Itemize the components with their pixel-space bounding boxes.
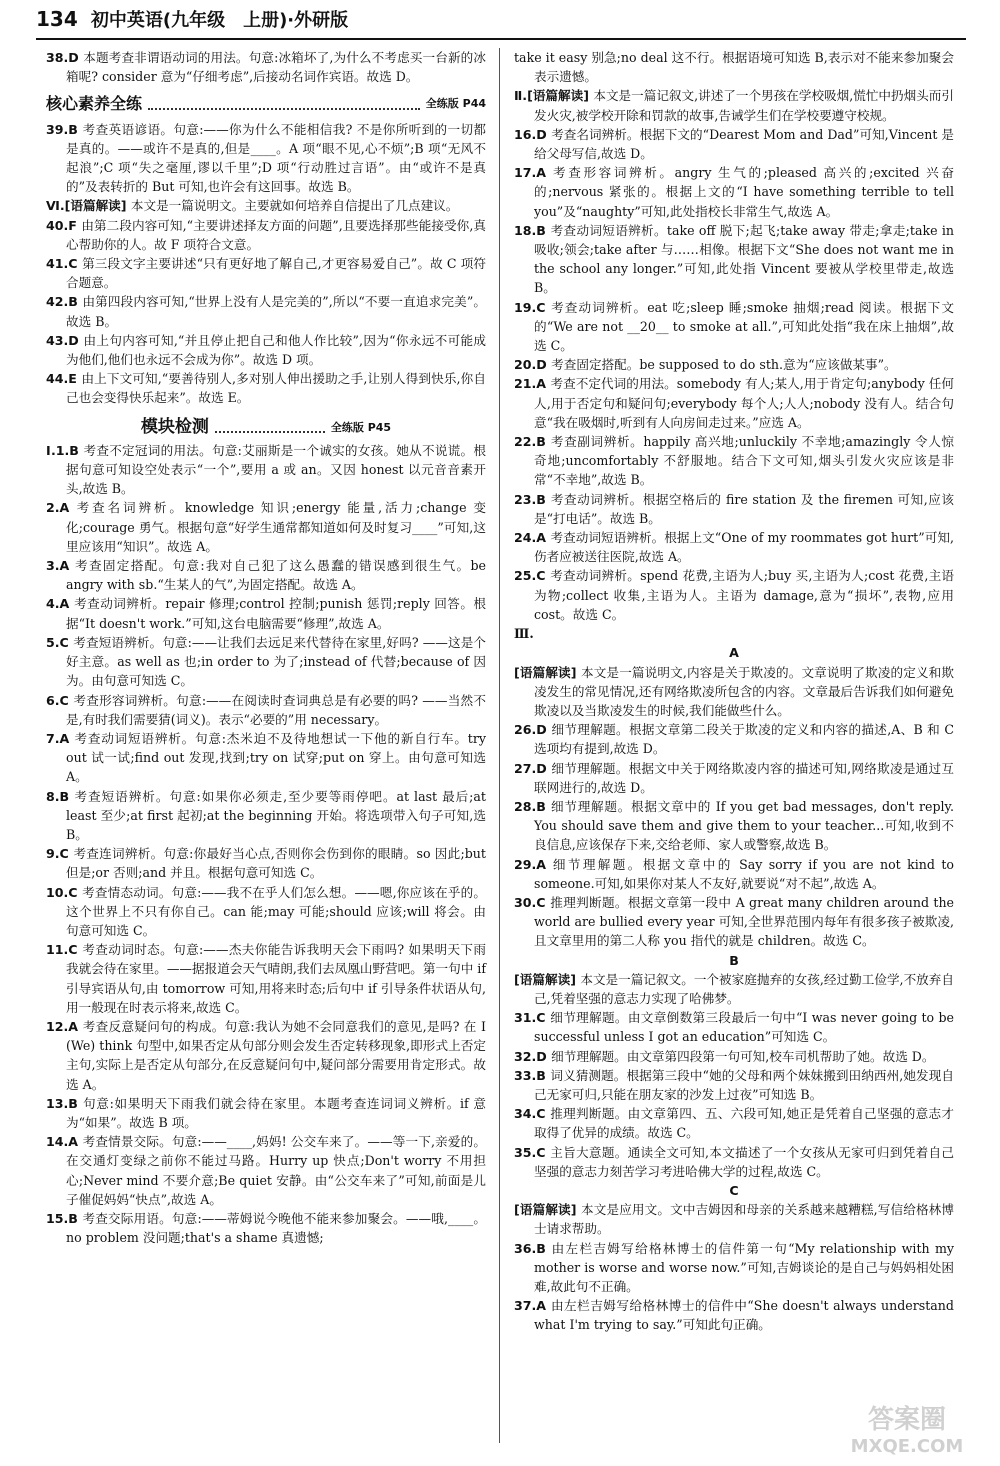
watermark-line2: MXQE.COM xyxy=(850,1436,964,1457)
answer-text: 细节理解题。根据文章中的 Say sorry if you are not kind to someone.可知,如果你对某人不友好,就要说“对不起”,故选 A。 xyxy=(534,856,954,891)
answer-text: 推理判断题。由文章第四、五、六段可知,她正是凭着自己坚强的意志才取得了优异的成绩。故选 C。 xyxy=(534,1106,954,1141)
answer-item xyxy=(46,633,486,691)
answer-text: 考查固定搭配。句意:我对自己犯了这么愚蠢的错误感到很生气。be angry with sb.“生某人的气”,为固定搭配。故选 A。 xyxy=(66,558,486,593)
answer-number: 12.A xyxy=(46,1018,83,1034)
answer-item xyxy=(46,216,486,254)
section-title: 模块检测 xyxy=(140,416,209,437)
answer-number: 5.C xyxy=(46,634,74,650)
answer-item xyxy=(46,498,486,556)
answer-number: 22.B xyxy=(514,434,551,450)
core-items xyxy=(46,120,486,408)
answer-item xyxy=(46,729,486,787)
answer-item xyxy=(514,374,954,432)
passage-c-items xyxy=(514,1200,954,1334)
answer-text: 第三段文字主要讲述“只有更好地了解自己,才更容易爱自己”。故 C 项符合题意。 xyxy=(66,256,487,291)
answer-item xyxy=(514,1143,954,1181)
page-header xyxy=(36,6,966,38)
section-ref: 全练版 P44 xyxy=(425,97,486,111)
section-ref: 全练版 P45 xyxy=(330,420,392,434)
answer-item xyxy=(46,196,486,215)
passage-b-items xyxy=(514,970,954,1181)
answer-item xyxy=(46,844,486,882)
answer-number: 30.C xyxy=(514,894,551,910)
answer-item xyxy=(46,1094,486,1132)
passage-label-b: B xyxy=(729,952,739,968)
right-items xyxy=(514,48,954,624)
answer-text: 细节理解题。根据文中关于网络欺凌内容的描述可知,网络欺凌是通过互联网进行的,故选 D。 xyxy=(534,760,954,795)
dotted-leader xyxy=(148,98,420,110)
answer-item xyxy=(46,292,486,330)
answer-text: 词义猜测题。根据第三段中“她的父母和两个妹妹搬到田纳西州,她发现自己无家可归,只能在朋友家的沙发上过夜”可知选 B。 xyxy=(534,1067,954,1102)
answer-text: 考查名词辨析。knowledge 知识;energy 能量,活力;change 变化;courage 勇气。根据句意“好学生通常都知道如何及时复习____”可知,这里应该用“知识”。故选 A。 xyxy=(66,500,486,554)
answer-text: 考查情景交际。句意:——____,妈妈! 公交车来了。——等一下,亲爱的。在交通灯变绿之前你不能过马路。Hurry up 快点;Don't worry 不用担心;Never mind 不要介意;Be quiet 安静。由“公交车来了”可知,前面是儿子催促妈妈“快点”,故选 A。 xyxy=(66,1134,486,1207)
answer-number: 19.C xyxy=(514,299,552,315)
answer-number: 34.C xyxy=(514,1106,551,1122)
answer-number: 35.C xyxy=(514,1144,551,1160)
answer-text: 由左栏吉姆写给格林博士的信件第一句“My relationship with my mother is worse and worse now.”可知,吉姆谈论的是自己与妈妈相处困难,故此句不正确。 xyxy=(534,1240,955,1294)
answer-text: 考查副词辨析。happily 高兴地;unluckily 不幸地;amazingly 令人惊奇地;uncomfortably 不舒服地。结合下文可知,烟头引发火灾应该是非常“不幸地”,故选 B。 xyxy=(534,434,954,488)
answer-text: 本文是一篇说明文。主要就如何培养自信提出了几点建议。 xyxy=(130,198,459,214)
answer-number: 36.B xyxy=(514,1240,552,1256)
watermark-line1: 答案圈 xyxy=(867,1405,947,1435)
answer-item xyxy=(514,1047,954,1066)
answer-number: 8.B xyxy=(46,788,75,804)
answer-number: 39.B xyxy=(46,121,83,137)
passage-label-c: C xyxy=(729,1182,739,1198)
answer-text: 考查交际用语。句意:——蒂姆说今晚他不能来参加聚会。——哦,____。no problem 没问题;that's a shame 真遗憾; xyxy=(66,1210,487,1246)
answer-item xyxy=(46,441,486,499)
answer-text: 主旨大意题。通读全文可知,本文描述了一个女孩从无家可归到凭着自己坚强的意志力刻苦学习考进哈佛大学的过程,故选 C。 xyxy=(534,1144,954,1179)
answer-number: 17.A xyxy=(514,165,554,181)
answer-item xyxy=(514,221,954,298)
answer-text: 细节理解题。由文章倒数第三段最后一句中“I was never going to be successful unless I got an education”可知选 C。 xyxy=(534,1010,954,1045)
answer-text: 由上下文可知,“要善待别人,多对别人伸出援助之手,让别人得到快乐,你自己也会变得快乐起来”。故选 E。 xyxy=(66,371,486,406)
answer-item xyxy=(514,528,954,566)
answer-item xyxy=(514,1066,954,1104)
answer-item xyxy=(46,787,486,845)
part-label: Ⅲ. xyxy=(514,626,534,642)
answer-number: 7.A xyxy=(46,730,75,746)
answer-item xyxy=(46,691,486,729)
answer-number: 25.C xyxy=(514,568,551,584)
answer-text: 考查不定代词的用法。somebody 有人;某人,用于肯定句;anybody 任何人,用于否定句和疑问句;everybody 每个人;人人;nobody 没有人。结合句意“我在吸烟时,听到有人向房间走过来。”应选 A。 xyxy=(534,376,954,430)
passage-label-a: A xyxy=(729,645,739,661)
answer-number: 6.C xyxy=(46,692,74,708)
answer-number: 2.A xyxy=(46,500,77,516)
answer-text: 考查短语辨析。句意:如果你必须走,至少要等雨停吧。at last 最后;at least 至少;at first 起初;at the beginning 开始。将选项带入句子可知,选 B。 xyxy=(66,788,486,842)
answer-item xyxy=(514,1296,954,1334)
dotted-leader xyxy=(215,421,325,433)
answer-item xyxy=(514,490,954,528)
answer-number: 40.F xyxy=(46,217,82,233)
answer-item xyxy=(514,855,954,893)
module-test-items xyxy=(46,441,486,1248)
answer-text: 考查英语谚语。句意:——你为什么不能相信我? 不是你所听到的一切都是真的。——或许不是真的,但是____。A 项“眼不见,心不烦”;B 项“无风不起浪”;C 项“失之毫厘,谬以千里”;D 项“行动胜过言语”。由“或许不是真的”及表转折的 But 可知,也许会有这回事。故选 B。 xyxy=(66,121,486,195)
answer-number: 3.A xyxy=(46,558,76,574)
answer-number: 28.B xyxy=(514,798,552,814)
answer-item xyxy=(46,120,486,197)
answer-text: 考查动词时态。句意:——杰夫你能告诉我明天会下雨吗? 如果明天下雨我就会待在家里。——据报道会天气晴朗,我们去凤凰山野营吧。第一句中 if 引导宾语从句,由 tomorrow 可知,用将来时态;后句中 if 引导条件状语从句,用一般现在时表示将来,故选 C。 xyxy=(66,942,486,1015)
answer-item xyxy=(514,125,954,163)
answer-item xyxy=(514,163,954,221)
answer-item xyxy=(514,432,954,490)
answer-text: 由第四段内容可知,“世界上没有人是完美的”,所以“不要一直追求完美”。故选 B。 xyxy=(66,294,486,329)
answer-item xyxy=(46,331,486,369)
answer-item xyxy=(514,1104,954,1142)
answer-number: [语篇解读] xyxy=(514,664,582,680)
answer-number: 14.A xyxy=(46,1134,83,1150)
answer-number: 27.D xyxy=(514,760,552,776)
answer-number: 43.D xyxy=(46,332,84,348)
section-heading-core xyxy=(46,94,486,113)
answer-text: 句意:如果明天下雨我们就会待在家里。本题考查连词词义辨析。if 意为“如果”。故选 B 项。 xyxy=(66,1095,487,1130)
answer-text: 考查情态动词。句意:——我不在乎人们怎么想。——嗯,你应该在乎的。这个世界上不只有你自己。can 能;may 可能;should 应该;will 将会。由句意可知选 C。 xyxy=(66,884,487,938)
watermark-logo xyxy=(832,1398,982,1458)
answer-item xyxy=(514,893,954,951)
answer-text: 考查动词短语辨析。take off 脱下;起飞;take away 带走;拿走;take in 吸收;领会;take after 与……相像。根据下文“She does not want me in the school any longer.”可知,此处指 Vincent 要被从学校里带走,故选 B。 xyxy=(534,222,955,296)
answer-item xyxy=(46,1017,486,1094)
answer-item xyxy=(46,883,486,941)
answer-text: 由第二段内容可知,“主要讲述择友方面的问题”,且要选择那些能接受你,真心帮助你的人。故 F 项符合文意。 xyxy=(66,217,486,252)
answer-number: 4.A xyxy=(46,596,75,612)
answer-text: 细节理解题。由文章第四段第一句可知,校车司机帮助了她。故选 D。 xyxy=(551,1048,935,1064)
answer-number: 23.B xyxy=(514,491,551,507)
answer-number: Ⅰ.1.B xyxy=(46,442,84,458)
answer-number: 44.E xyxy=(46,371,82,387)
answer-text: 考查动词短语辨析。句意:杰米迫不及待地想试一下他的新自行车。try out 试一试;find out 发现,找到;try on 试穿;put on 穿上。由句意可知选 A。 xyxy=(66,730,486,785)
answer-text: 考查不定冠词的用法。句意:艾丽斯是一个诚实的女孩。她从不说谎。根据句意可知设空处表示“一个”,要用 a 或 an。又因 honest 以元音音素开头,故选 B。 xyxy=(66,442,486,497)
answer-item xyxy=(46,48,486,86)
answer-text: 考查形容词辨析。句意:——在阅读时查词典总是有必要的吗? ——当然不是,有时我们需要猜(词义)。表示“必要的”用 necessary。 xyxy=(66,692,486,727)
answer-item xyxy=(46,940,486,1017)
answer-text: 推理判断题。根据文章第一段中 A great many children around the world are bullied every year 可知,全世界范围内每年有很多孩子被欺凌,且文章里用的第二人称 you 指代的就是 children。故选 C。 xyxy=(534,894,955,949)
answer-number: 26.D xyxy=(514,722,552,738)
answer-text: 考查连词辨析。句意:你最好当心点,否则你会伤到你的眼睛。so 因此;but 但是;or 否则;and 并且。根据句意可知选 C。 xyxy=(66,846,486,881)
answer-number: 37.A xyxy=(514,1298,551,1314)
section-heading-module-test xyxy=(46,418,486,437)
answer-number: Ⅱ.[语篇解读] xyxy=(514,88,594,104)
answer-number: 29.A xyxy=(514,856,553,872)
answer-number: [语篇解读] xyxy=(514,971,581,987)
answer-text: 本文是一篇记叙文。一个被家庭抛弃的女孩,经过勤工俭学,不放弃自己,凭着坚强的意志力实现了哈佛梦。 xyxy=(534,971,954,1006)
answer-number: 20.D xyxy=(514,357,552,373)
answer-number: [语篇解读] xyxy=(514,1202,582,1218)
answer-item xyxy=(514,720,954,758)
answer-text: take it easy 别急;no deal 这不行。根据语境可知选 B,表示对不能来参加聚会表示遗憾。 xyxy=(514,50,954,85)
answer-number: 38.D xyxy=(46,50,84,65)
passage-a-items xyxy=(514,663,954,951)
answer-text: 本文是一篇记叙文,讲述了一个男孩在学校吸烟,慌忙中扔烟头而引发火灾,被学校开除和罚款的故事,告诫学生们在学校要遵守校规。 xyxy=(534,88,954,123)
answer-number: 42.B xyxy=(46,294,83,310)
answer-item xyxy=(46,369,486,407)
answer-text: 本文是一篇说明文,内容是关于欺凌的。文章说明了欺凌的定义和欺凌发生的常见情况,还有网络欺凌所包含的内容。文章最后告诉我们如何避免欺凌以及当欺凌发生的时候,我们能做些什么。 xyxy=(534,664,954,718)
answer-item xyxy=(46,254,486,292)
answer-text: 考查动词辨析。根据空格后的 fire station 及 the firemen 可知,应该是“打电话”。故选 B。 xyxy=(534,491,954,526)
answer-number: 21.A xyxy=(514,376,551,392)
book-title: 初中英语(九年级 上册)·外研版 xyxy=(90,10,349,31)
left-pre-items xyxy=(46,48,486,86)
answer-text: 考查动词短语辨析。根据上文“One of my roommates got hurt”可知,伤者应被送往医院,故选 A。 xyxy=(534,530,954,565)
answer-number: 18.B xyxy=(514,222,551,238)
answer-number: 24.A xyxy=(514,530,551,546)
answer-number: 33.B xyxy=(514,1067,551,1083)
answer-number: 13.B xyxy=(46,1095,83,1111)
answer-item xyxy=(514,797,954,855)
answer-item xyxy=(514,298,954,356)
answer-text: 考查固定搭配。be supposed to do sth.意为“应该做某事”。 xyxy=(551,357,897,373)
answer-item xyxy=(514,759,954,797)
answer-number: 32.D xyxy=(514,1048,552,1064)
answer-item xyxy=(514,566,954,624)
answer-number: 41.C xyxy=(46,256,83,272)
answer-number: 16.D xyxy=(514,126,552,142)
answer-text: 由左栏吉姆写给格林博士的信件中“She doesn't always understand what I'm trying to say.”可知此句正确。 xyxy=(534,1298,954,1333)
section-title: 核心素养全练 xyxy=(46,94,143,114)
answer-number: 9.C xyxy=(46,846,74,862)
answer-text: 考查短语辨析。句意:——让我们去远足来代替待在家里,好吗? ——这是个好主意。as well as 也;in order to 为了;instead of 代替;because of 因为。由句意可知选 C。 xyxy=(66,634,486,689)
right-column xyxy=(514,48,954,1335)
answer-item xyxy=(514,970,954,1008)
answer-text: 考查名词辨析。根据下文的“Dearest Mom and Dad”可知,Vincent 是给父母写信,故选 D。 xyxy=(534,126,955,162)
answer-text: 细节理解题。根据文章中的 If you get bad messages, don't reply. You should save them and give them to your teacher...可知,收到不良信息,应该保存下来,交给老师、家人或警察,故选 B。 xyxy=(534,798,954,853)
answer-number: Ⅵ.[语篇解读] xyxy=(46,198,131,214)
answer-text: 考查动词辨析。eat 吃;sleep 睡;smoke 抽烟;read 阅读。根据下文的“We are not __20__ to smoke at all.”,可知此处指“我在床上抽烟”,故选 C。 xyxy=(534,299,954,354)
answer-text: 由上句内容可知,“并且停止把自己和他人作比较”,因为“你永远不可能成为他们,他们也永远不会成为你”。故选 D 项。 xyxy=(66,332,486,368)
answer-number: 15.B xyxy=(46,1210,83,1226)
answer-text: 考查形容词辨析。angry 生气的;pleased 高兴的;excited 兴奋的;nervous 紧张的。根据上文的“I have something terrible to tell you”及“naughty”可知,此处指校长非常生气,故选 A。 xyxy=(534,165,954,219)
answer-item xyxy=(514,1239,954,1297)
answer-text: 考查反意疑问句的构成。句意:我认为她不会同意我们的意见,是吗? 在 I (We) think 句型中,如果否定从句部分则会发生否定转移现象,即形式上否定主句,实际上是否定从句部分,在反意疑问句中,疑问部分需要用肯定形式。故选 A。 xyxy=(66,1018,486,1092)
answer-text: 本文是应用文。文中吉姆因和母亲的关系越来越糟糕,写信给格林博士请求帮助。 xyxy=(534,1202,954,1237)
answer-text: 考查动词辨析。spend 花费,主语为人;buy 买,主语为人;cost 花费,主语为物;collect 收集,主语为人。主语为 damage,意为“损坏”,表物,应用 cost。故选 C。 xyxy=(534,568,954,622)
header-rule xyxy=(36,38,966,40)
answer-item xyxy=(514,1008,954,1046)
answer-text: 细节理解题。根据文章第二段关于欺凌的定义和内容的描述,A、B 和 C 选项均有提到,故选 D。 xyxy=(534,722,954,757)
answer-item xyxy=(46,556,486,594)
answer-item xyxy=(514,1200,954,1238)
left-column xyxy=(46,48,486,1247)
answer-item xyxy=(514,355,954,374)
answer-number: 10.C xyxy=(46,884,83,900)
answer-item xyxy=(514,663,954,721)
answer-number: 11.C xyxy=(46,942,83,958)
answer-item xyxy=(46,1132,486,1209)
answer-item xyxy=(46,594,486,632)
answer-text: 本题考查非谓语动词的用法。句意:冰箱坏了,为什么不考虑买一台新的冰箱呢? consider 意为“仔细考虑”,后接动名词作宾语。故选 D。 xyxy=(66,50,486,85)
page-number: 134 xyxy=(36,7,78,31)
column-divider xyxy=(499,48,500,1443)
answer-item xyxy=(514,86,954,124)
answer-text: 考查动词辨析。repair 修理;control 控制;punish 惩罚;reply 回答。根据“It doesn't work.”可知,这台电脑需要“修理”,故选 A。 xyxy=(66,596,486,631)
answer-number: 31.C xyxy=(514,1010,551,1026)
answer-item xyxy=(514,48,954,86)
answer-item xyxy=(46,1209,486,1247)
